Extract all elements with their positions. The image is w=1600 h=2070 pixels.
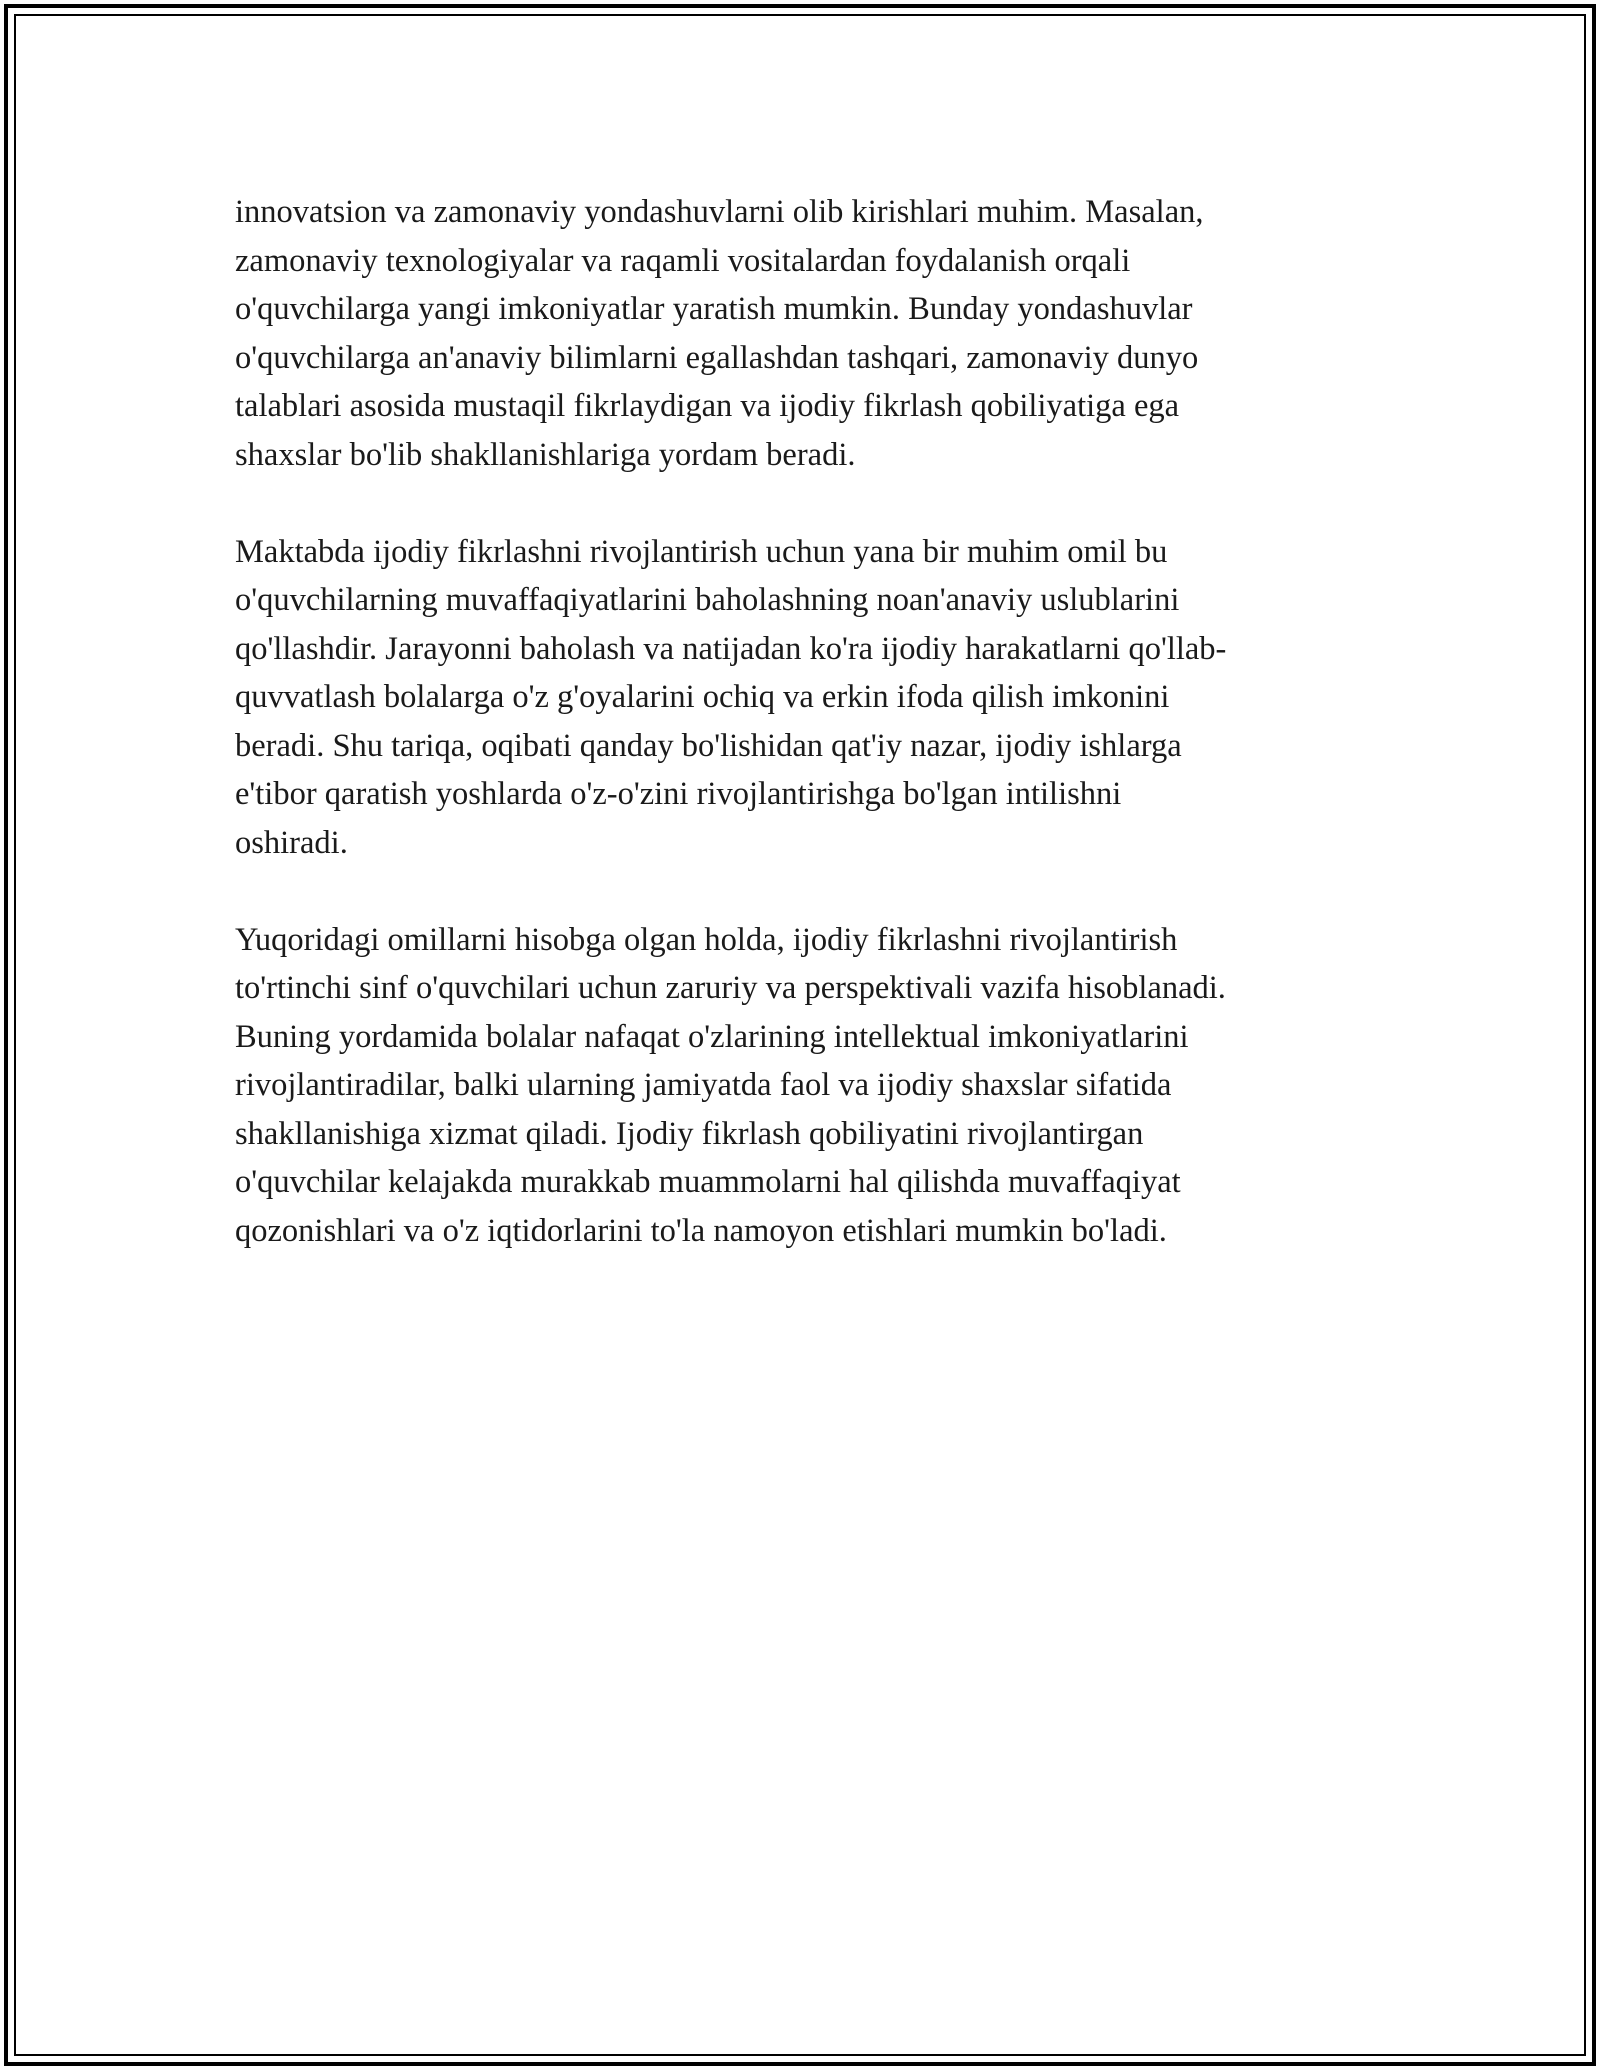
text-line: quvvatlash bolalarga o'z g'oyalarini ochiq va erkin ifoda qilish imkonini <box>235 679 1170 715</box>
text-line: Maktabda ijodiy fikrlashni rivojlantirish uchun yana bir muhim omil bu <box>235 533 1168 570</box>
paragraph-3 <box>235 916 1375 1256</box>
text-line: Yuqoridagi omillarni hisobga olgan holda, ijodiy fikrlashni rivojlantirish <box>235 921 1178 958</box>
text-line: to'rtinchi sinf o'quvchilari uchun zaruriy va perspektivali vazifa hisoblanadi. <box>235 970 1226 1006</box>
text-line: beradi. Shu tariqa, oqibati qanday bo'lishidan qat'iy nazar, ijodiy ishlarga <box>235 727 1182 764</box>
text-line: rivojlantiradilar, balki ularning jamiyatda faol va ijodiy shaxslar sifatida <box>235 1067 1172 1103</box>
text-line: e'tibor qaratish yoshlarda o'z-o'zini rivojlantirishga bo'lgan intilishni <box>235 776 1122 812</box>
text-line: o'quvchilarga an'anaviy bilimlarni egallashdan tashqari, zamonaviy dunyo <box>235 339 1199 376</box>
text-line: oshiradi. <box>235 824 348 861</box>
text-line: o'quvchilarga yangi imkoniyatlar yaratish mumkin. Bunday yondashuvlar <box>235 291 1193 327</box>
document-body <box>235 188 1375 1304</box>
text-line: o'quvchilar kelajakda murakkab muammolarni hal qilishda muvaffaqiyat <box>235 1164 1181 1200</box>
text-line: zamonaviy texnologiyalar va raqamli vositalardan foydalanish orqali <box>235 242 1131 279</box>
paragraph-1 <box>235 188 1375 479</box>
text-line: innovatsion va zamonaviy yondashuvlarni olib kirishlari muhim. Masalan, <box>235 194 1204 230</box>
text-line: Buning yordamida bolalar nafaqat o'zlarining intellektual imkoniyatlarini <box>235 1018 1189 1055</box>
paragraph-2 <box>235 528 1375 868</box>
text-line: shaxslar bo'lib shakllanishlariga yordam beradi. <box>235 436 856 473</box>
text-line: o'quvchilarning muvaffaqiyatlarini baholashning noan'anaviy uslublarini <box>235 582 1180 618</box>
text-line: qo'llashdir. Jarayonni baholash va natijadan ko'ra ijodiy harakatlarni qo'llab- <box>235 630 1227 667</box>
text-line: qozonishlari va o'z iqtidorlarini to'la namoyon etishlari mumkin bo'ladi. <box>235 1212 1167 1249</box>
text-line: shakllanishiga xizmat qiladi. Ijodiy fikrlash qobiliyatini rivojlantirgan <box>235 1115 1144 1152</box>
text-line: talablari asosida mustaqil fikrlaydigan va ijodiy fikrlash qobiliyatiga ega <box>235 388 1180 424</box>
